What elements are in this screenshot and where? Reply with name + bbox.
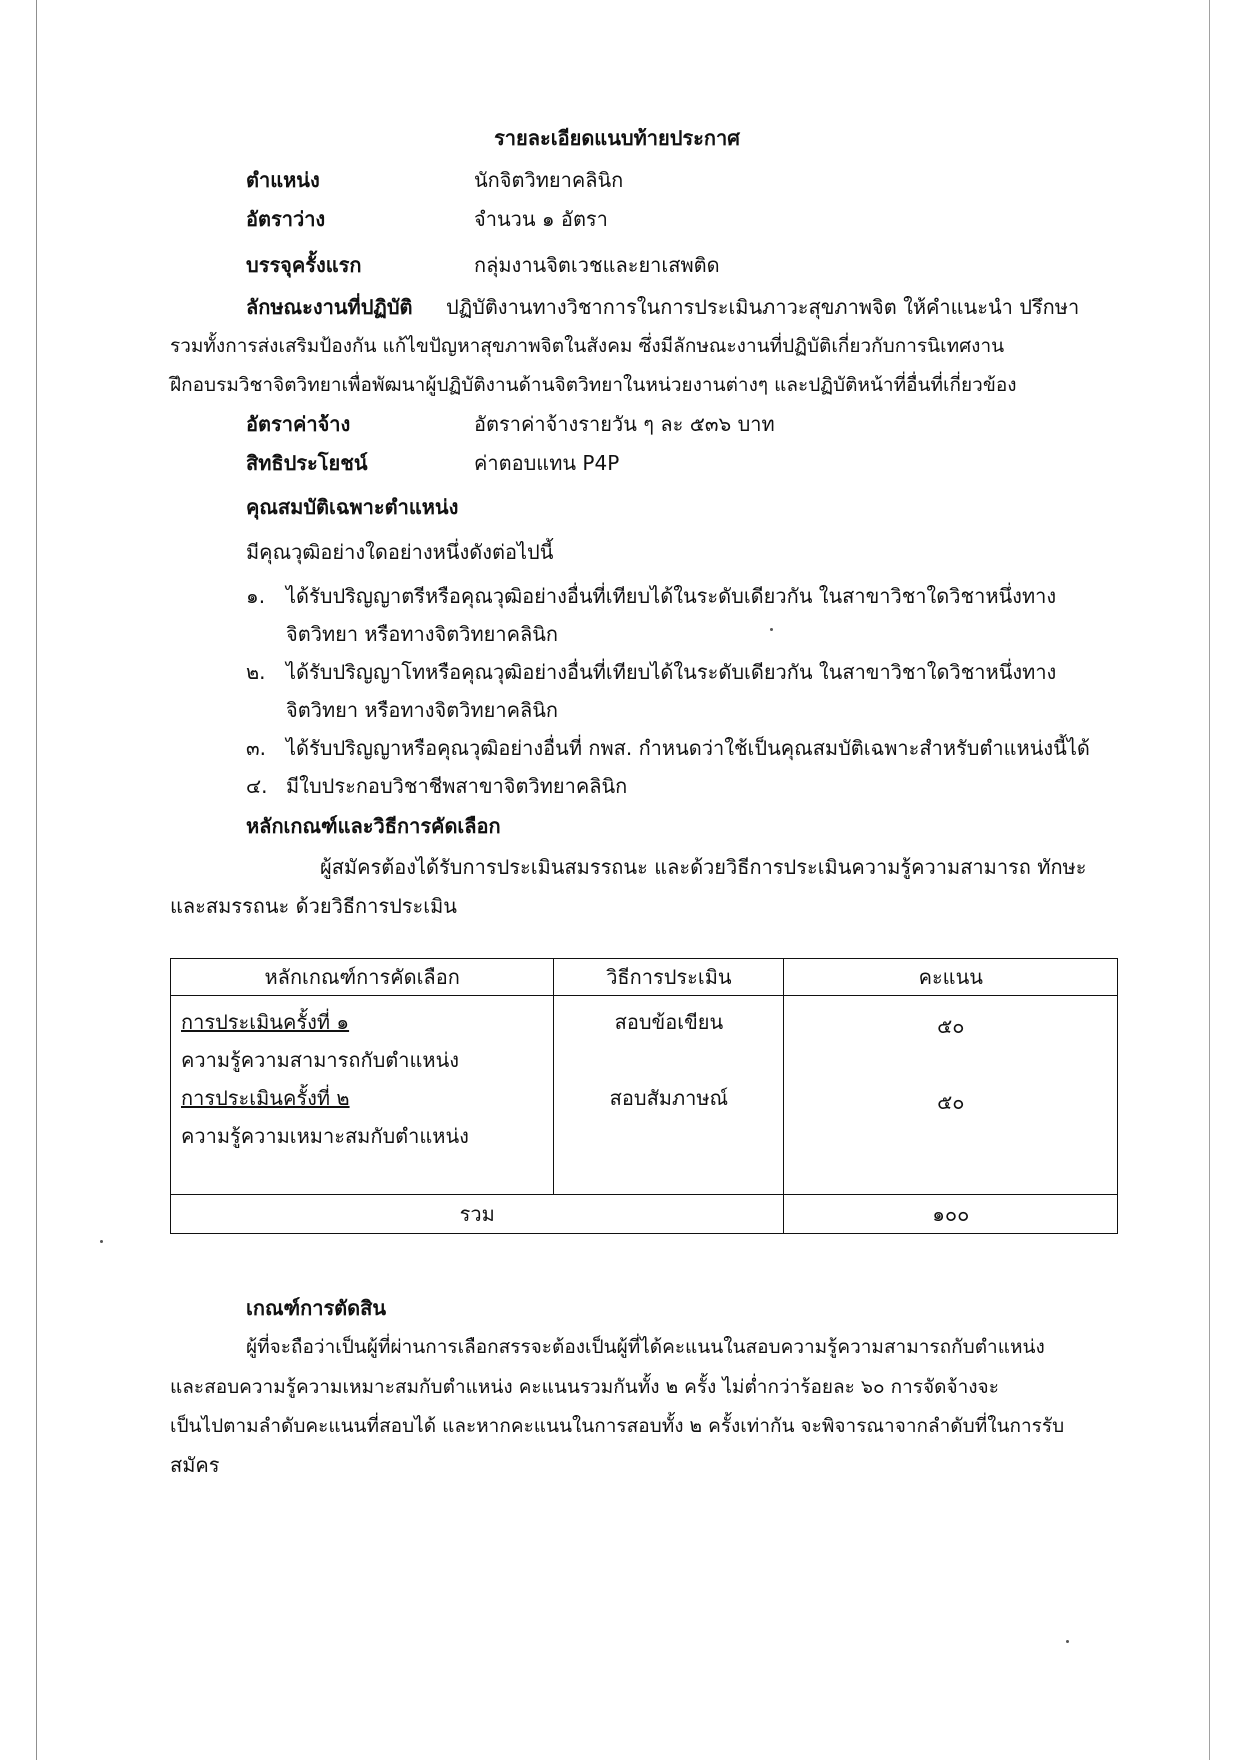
criteria-cell [171, 996, 554, 1195]
benefits-label: สิทธิประโยชน์ [246, 451, 368, 475]
qualification-number: ๒. [246, 660, 266, 684]
wage-value: อัตราค่าจ้างรายวัน ๆ ละ ๕๓๖ บาท [474, 412, 775, 436]
qualification-number: ๔. [246, 774, 268, 798]
table-total-row [171, 1195, 1118, 1234]
decision-heading: เกณฑ์การตัดสิน [246, 1296, 387, 1320]
selection-line2: และสมรรถนะ ด้วยวิธีการประเมิน [170, 894, 457, 918]
round-label: การประเมินครั้งที่ ๑ [181, 1010, 350, 1034]
vacancy-label: อัตราว่าง [246, 207, 326, 231]
first-placement-label: บรรจุครั้งแรก [246, 253, 362, 277]
scan-edge-left [36, 0, 37, 1760]
table-header-cell: หลักเกณฑ์การคัดเลือก [171, 959, 554, 996]
table-row [171, 996, 1118, 1195]
scan-edge-right [1209, 0, 1210, 1760]
qualification-number: ๓. [246, 736, 267, 760]
benefits-value: ค่าตอบแทน P4P [474, 451, 620, 475]
qualification-line: มีใบประกอบวิชาชีพสาขาจิตวิทยาคลินิก [286, 774, 628, 798]
method-cell [554, 996, 784, 1195]
vacancy-value: จำนวน ๑ อัตรา [474, 207, 608, 231]
qualification-number: ๑. [246, 584, 266, 608]
decision-line4: สมัคร [170, 1453, 220, 1477]
qualifications-intro: มีคุณวุฒิอย่างใดอย่างหนึ่งดังต่อไปนี้ [246, 540, 554, 564]
score-value: ๕๐ [937, 1090, 965, 1114]
table-header-cell: วิธีการประเมิน [554, 959, 784, 996]
method-label: สอบข้อเขียน [614, 1010, 724, 1034]
table-header-cell: คะแนน [784, 959, 1118, 996]
qualifications-heading: คุณสมบัติเฉพาะตำแหน่ง [246, 495, 459, 519]
qualification-line: จิตวิทยา หรือทางจิตวิทยาคลินิก [286, 622, 559, 646]
job-description-label: ลักษณะงานที่ปฏิบัติ [246, 295, 413, 319]
first-placement-value: กลุ่มงานจิตเวชและยาเสพติด [474, 253, 720, 277]
decision-line2: และสอบความรู้ความเหมาะสมกับตำแหน่ง คะแนนรวมกันทั้ง ๒ ครั้ง ไม่ต่ำกว่าร้อยละ ๖๐ การจัดจ้างจะ [170, 1376, 999, 1398]
position-value: นักจิตวิทยาคลินิก [474, 168, 624, 192]
job-description-line1: ปฏิบัติงานทางวิชาการในการประเมินภาวะสุขภาพจิต ให้คำแนะนำ ปรึกษา [446, 295, 1080, 319]
job-description-line3: ฝึกอบรมวิชาจิตวิทยาเพื่อพัฒนาผู้ปฏิบัติงานด้านจิตวิทยาในหน่วยงานต่างๆ และปฏิบัติหน้าที่อื่นที่เกี่ยวข้อง [170, 374, 1017, 396]
wage-label: อัตราค่าจ้าง [246, 412, 351, 436]
qualification-line: ได้รับปริญญาตรีหรือคุณวุฒิอย่างอื่นที่เทียบได้ในระดับเดียวกัน ในสาขาวิชาใดวิชาหนึ่งทาง [286, 584, 1057, 608]
decision-line3: เป็นไปตามลำดับคะแนนที่สอบได้ และหากคะแนนในการสอบทั้ง ๒ ครั้งเท่ากัน จะพิจารณาจากลำดับที่ในการรับ [170, 1415, 1065, 1437]
qualification-line: ได้รับปริญญาโทหรือคุณวุฒิอย่างอื่นที่เทียบได้ในระดับเดียวกัน ในสาขาวิชาใดวิชาหนึ่งทาง [286, 660, 1057, 684]
position-label: ตำแหน่ง [246, 168, 320, 192]
total-score: ๑๐๐ [784, 1195, 1118, 1234]
scan-speck [1066, 1640, 1069, 1643]
selection-line1: ผู้สมัครต้องได้รับการประเมินสมรรถนะ และด้วยวิธีการประเมินความรู้ความสามารถ ทักษะ [320, 855, 1087, 879]
job-description-line2: รวมทั้งการส่งเสริมป้องกัน แก้ไขปัญหาสุขภาพจิตในสังคม ซึ่งมีลักษณะงานที่ปฏิบัติเกี่ยวกับการนิเทศงาน [170, 335, 1005, 357]
page-title: รายละเอียดแนบท้ายประกาศ [494, 126, 740, 150]
score-value: ๕๐ [937, 1014, 965, 1038]
decision-line1: ผู้ที่จะถือว่าเป็นผู้ที่ผ่านการเลือกสรรจะต้องเป็นผู้ที่ได้คะแนนในสอบความรู้ความสามารถกับตำแหน่ง [246, 1336, 1045, 1358]
scan-speck [770, 628, 773, 631]
table-header-row [171, 959, 1118, 996]
method-label: สอบสัมภาษณ์ [609, 1086, 729, 1110]
score-cell [784, 996, 1118, 1195]
criteria-label: ความรู้ความเหมาะสมกับตำแหน่ง [181, 1124, 469, 1148]
criteria-label: ความรู้ความสามารถกับตำแหน่ง [181, 1048, 460, 1072]
qualification-line: ได้รับปริญญาหรือคุณวุฒิอย่างอื่นที่ กพส. กำหนดว่าใช้เป็นคุณสมบัติเฉพาะสำหรับตำแหน่งนี้ได้ [286, 736, 1090, 760]
qualification-line: จิตวิทยา หรือทางจิตวิทยาคลินิก [286, 698, 559, 722]
scan-speck [100, 1240, 103, 1243]
criteria-table [170, 958, 1118, 1234]
round-label: การประเมินครั้งที่ ๒ [181, 1086, 350, 1110]
selection-heading: หลักเกณฑ์และวิธีการคัดเลือก [246, 814, 501, 838]
total-label: รวม [171, 1195, 784, 1234]
